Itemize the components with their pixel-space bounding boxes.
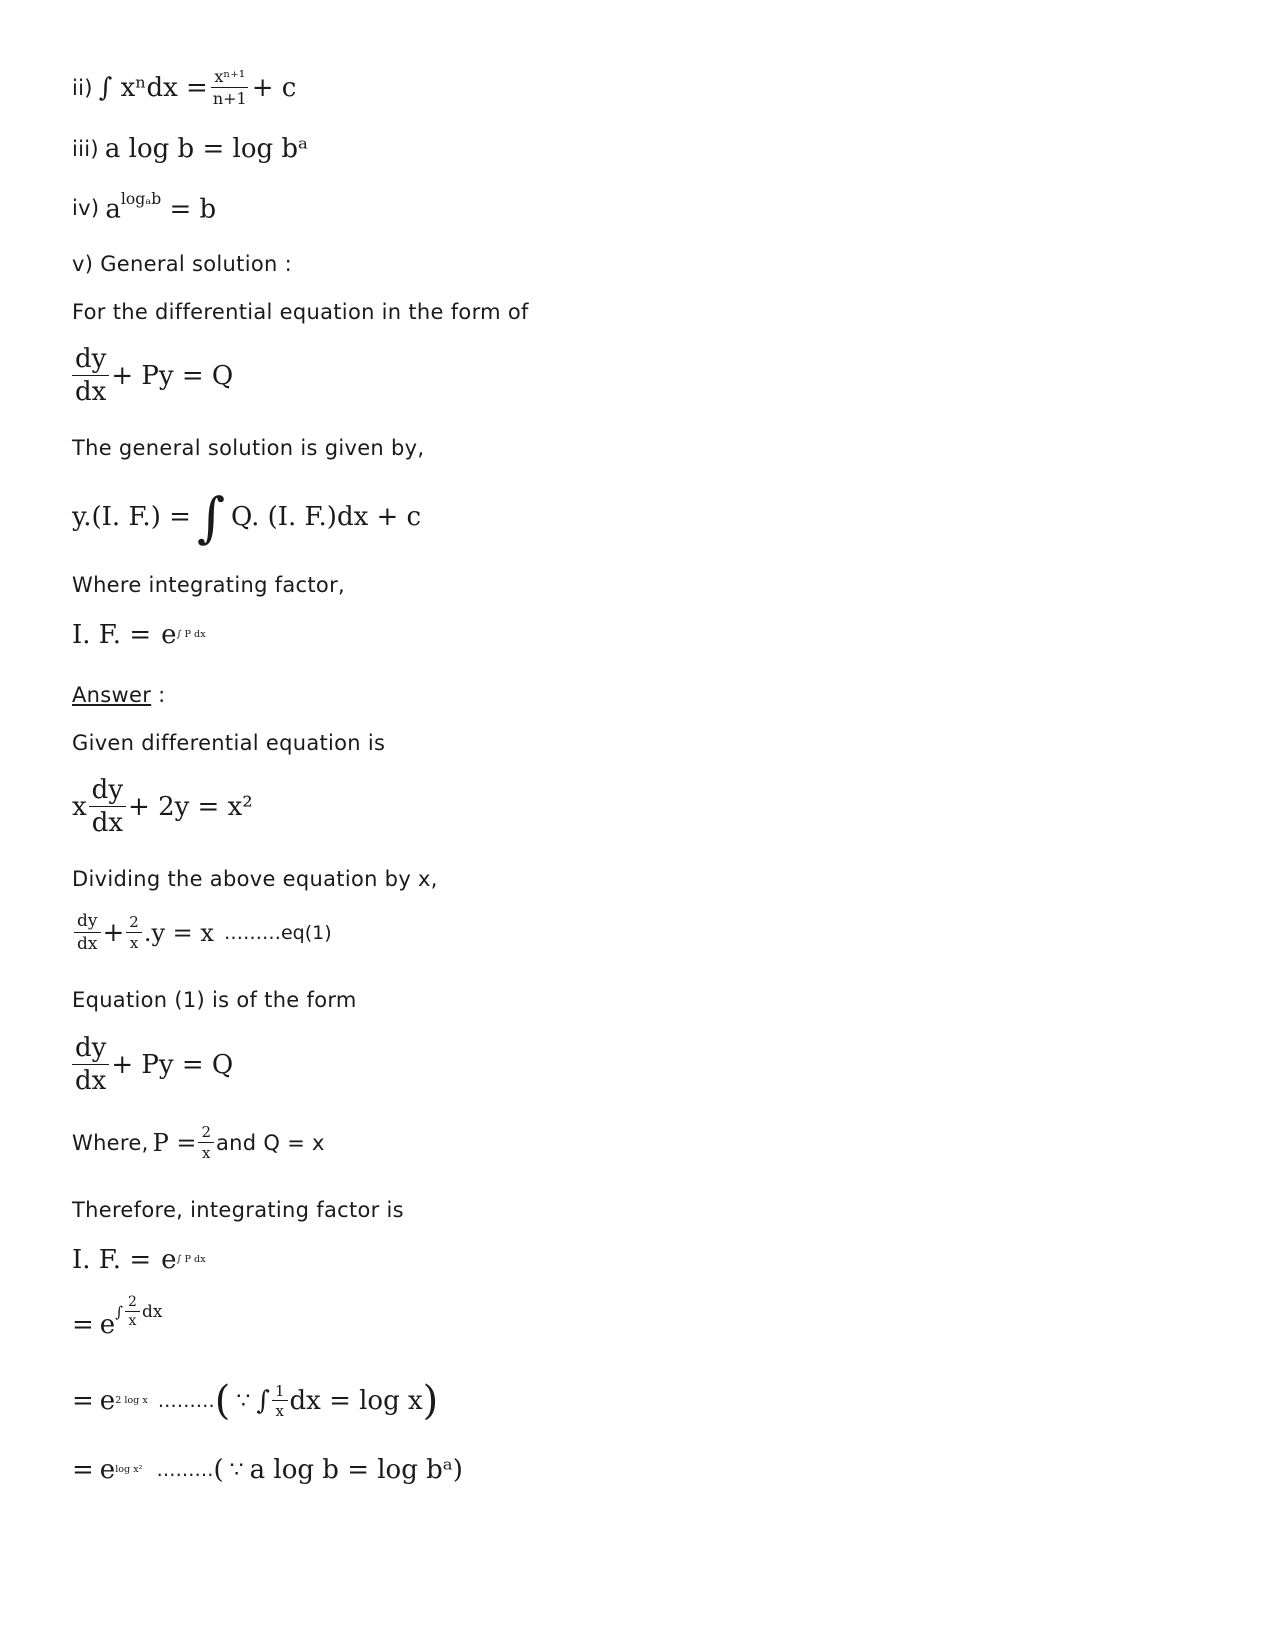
fraction-denominator: x [201, 1143, 211, 1162]
exponent-dx: dx [141, 1302, 163, 1322]
if-step-1 [72, 1245, 206, 1275]
right-paren: ) [452, 1455, 463, 1485]
dy-dx-fraction [72, 345, 109, 406]
fraction-denominator: x [275, 1402, 284, 1420]
if-base: e [99, 1310, 116, 1340]
if-base: e [99, 1386, 116, 1416]
formula-ii [72, 58, 296, 118]
step3-rhs: dx = log x [289, 1386, 423, 1416]
fraction-numerator: 2 [125, 1295, 140, 1312]
if-step-3 [72, 1378, 438, 1424]
answer-label: Answer [72, 683, 152, 707]
eq1-label: ………eq(1) [223, 921, 332, 944]
two-over-x-fraction [126, 914, 142, 951]
formula-ii-lhs: ∫ xⁿdx = [98, 73, 208, 103]
linear-form-rhs: + Py = Q [111, 1049, 234, 1080]
if-step-4 [72, 1455, 463, 1485]
if-exponent: ∫ P dx [176, 629, 206, 641]
where-and-q: and Q = x [216, 1130, 325, 1155]
linear-form-equation-2 [72, 1034, 233, 1095]
fraction-denominator: x [129, 933, 139, 952]
linear-form-rhs: + Py = Q [111, 360, 234, 391]
therefore-text: Therefore, integrating factor is [72, 1198, 404, 1222]
exponent-integral-2x [115, 1295, 162, 1330]
item-label-iii: iii) [72, 137, 99, 161]
fraction-numerator: 2 [126, 914, 142, 933]
integral-sign: ∫ [256, 1386, 270, 1416]
form-intro-text: For the differential equation in the form of [72, 300, 529, 324]
if-base: e [99, 1455, 116, 1485]
item-label-iv: iv) [72, 196, 100, 221]
if-lhs: I. F. = [72, 620, 152, 650]
answer-heading [72, 683, 166, 707]
if-step-2 [72, 1293, 163, 1340]
fraction-denominator: dx [75, 1065, 107, 1096]
if-intro-text: Where integrating factor, [72, 573, 345, 597]
item-label-ii: ii) [72, 76, 93, 100]
given-x: x [72, 791, 87, 822]
left-paren: ( [214, 1378, 231, 1424]
formula-iii [72, 134, 308, 164]
fraction-numerator: dy [72, 1034, 109, 1065]
formula-iii-body: a log b = log bᵃ [104, 134, 309, 164]
equation-form-text: Equation (1) is of the form [72, 988, 357, 1012]
formula-iv-rhs: = b [169, 194, 217, 225]
given-text: Given differential equation is [72, 731, 386, 755]
p-equals: P = [152, 1128, 197, 1157]
because-symbol: ∵ [236, 1388, 251, 1414]
if-base: e [161, 620, 177, 650]
given-equation [72, 776, 253, 837]
step4-dots: ……… [156, 1459, 214, 1481]
formula-ii-tail: + c [251, 73, 297, 103]
fraction-denominator: dx [75, 376, 107, 407]
if-definition [72, 620, 206, 650]
step3-dots: ……… [157, 1390, 215, 1412]
exponent-integral-sign: ∫ [115, 1303, 124, 1321]
eq1-plus: + [102, 917, 125, 948]
equals-sign: = [72, 1455, 94, 1485]
fraction-denominator: dx [77, 933, 98, 954]
integral-sign: ∫ [196, 485, 226, 549]
if-exponent: ∫ P dx [176, 1254, 206, 1266]
where-label: Where, [72, 1130, 149, 1155]
formula-ii-denominator: n+1 [212, 89, 247, 108]
formula-iv [72, 192, 216, 224]
general-intro-text: The general solution is given by, [72, 436, 425, 460]
because-symbol: ∵ [229, 1457, 244, 1483]
dy-dx-fraction [72, 1034, 109, 1095]
left-paren: ( [213, 1455, 224, 1485]
dividing-text: Dividing the above equation by x, [72, 867, 438, 891]
two-over-x-fraction [198, 1124, 214, 1161]
where-p-q [72, 1124, 325, 1161]
formula-iv-base: a [105, 194, 121, 225]
fraction-denominator: dx [91, 807, 123, 838]
if-base: e [161, 1245, 177, 1275]
step4-exponent: log x² [115, 1464, 143, 1476]
fraction-numerator: dy [74, 912, 101, 933]
fraction-numerator: 2 [198, 1124, 214, 1143]
equals-sign: = [72, 1310, 94, 1340]
given-rhs: + 2y = x² [128, 791, 253, 822]
eq1-rhs: .y = x [143, 918, 214, 947]
item-v-heading: v) General solution : [72, 252, 292, 276]
general-solution-equation [72, 482, 421, 552]
fraction-numerator: dy [72, 345, 109, 376]
general-solution-lhs: y.(I. F.) = [72, 502, 191, 532]
formula-ii-numerator: xⁿ⁺¹ [211, 68, 248, 88]
answer-colon: : [151, 683, 166, 707]
formula-iv-exponent: logₐb [120, 190, 162, 208]
fraction-numerator: dy [89, 776, 126, 807]
general-solution-rhs: Q. (I. F.)dx + c [231, 502, 422, 532]
formula-ii-fraction [210, 68, 250, 107]
fraction-denominator: x [128, 1313, 137, 1329]
formula-iv-body [105, 192, 216, 224]
linear-form-equation [72, 345, 233, 406]
equals-sign: = [72, 1386, 94, 1416]
one-over-x-fraction [272, 1383, 288, 1420]
dy-dx-fraction [89, 776, 126, 837]
two-over-x-fraction [125, 1295, 140, 1330]
equation-1 [72, 912, 332, 953]
dy-dx-fraction-small [74, 912, 101, 953]
step4-rhs: a log b = log bᵃ [249, 1455, 453, 1485]
fraction-numerator: 1 [272, 1383, 288, 1402]
right-paren: ) [422, 1378, 439, 1424]
step3-exponent: 2 log x [115, 1395, 148, 1407]
if-lhs: I. F. = [72, 1245, 152, 1275]
